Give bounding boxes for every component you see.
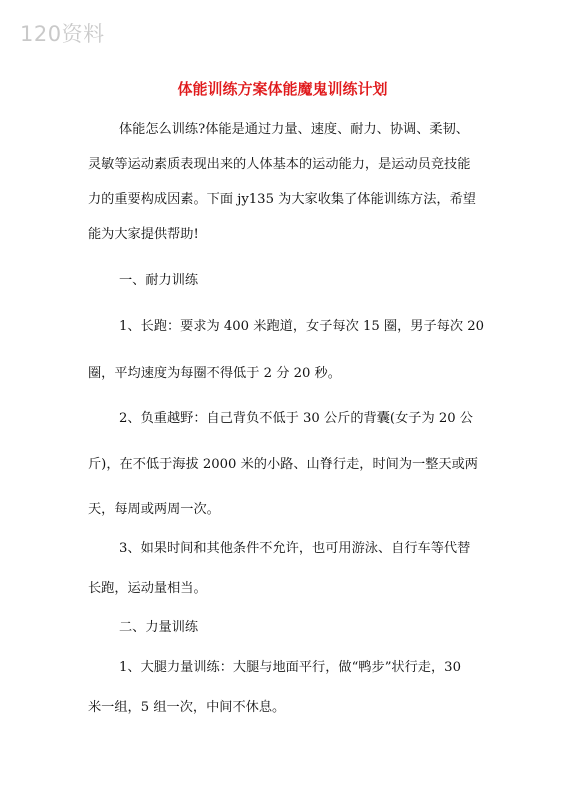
paragraph-line: 灵敏等运动素质表现出来的人体基本的运动能力，是运动员竞技能: [88, 157, 471, 172]
paragraph-line: 1、长跑：要求为 400 米跑道，女子每次 15 圈，男子每次 20: [119, 319, 485, 334]
paragraph-line: 体能怎么训练?体能是通过力量、速度、耐力、协调、柔韧、: [119, 122, 469, 137]
paragraph-line: 斤)，在不低于海拔 2000 米的小路、山脊行走，时间为一整天或两: [88, 457, 478, 472]
paragraph-line: 3、如果时间和其他条件不允许，也可用游泳、自行车等代替: [119, 541, 471, 556]
paragraph-line: 1、大腿力量训练：大腿与地面平行，做“鸭步”状行走，30: [119, 660, 461, 675]
paragraph-line: 米一组，5 组一次，中间不休息。: [88, 700, 286, 715]
document-title: 体能训练方案体能魔鬼训练计划: [177, 80, 388, 98]
watermark-logo: 120资料: [20, 22, 105, 46]
section-heading: 一、耐力训练: [119, 273, 199, 288]
paragraph-line: 2、负重越野：自己背负不低于 30 公斤的背囊(女子为 20 公: [119, 411, 473, 426]
paragraph-line: 能为大家提供帮助!: [88, 227, 199, 242]
paragraph-line: 圈，平均速度为每圈不得低于 2 分 20 秒。: [88, 366, 341, 381]
paragraph-line: 力的重要构成因素。下面 jy135 为大家收集了体能训练方法，希望: [88, 192, 476, 207]
paragraph-line: 长跑，运动量相当。: [88, 581, 207, 596]
section-heading: 二、力量训练: [119, 620, 199, 635]
paragraph-line: 天，每周或两周一次。: [88, 502, 220, 517]
